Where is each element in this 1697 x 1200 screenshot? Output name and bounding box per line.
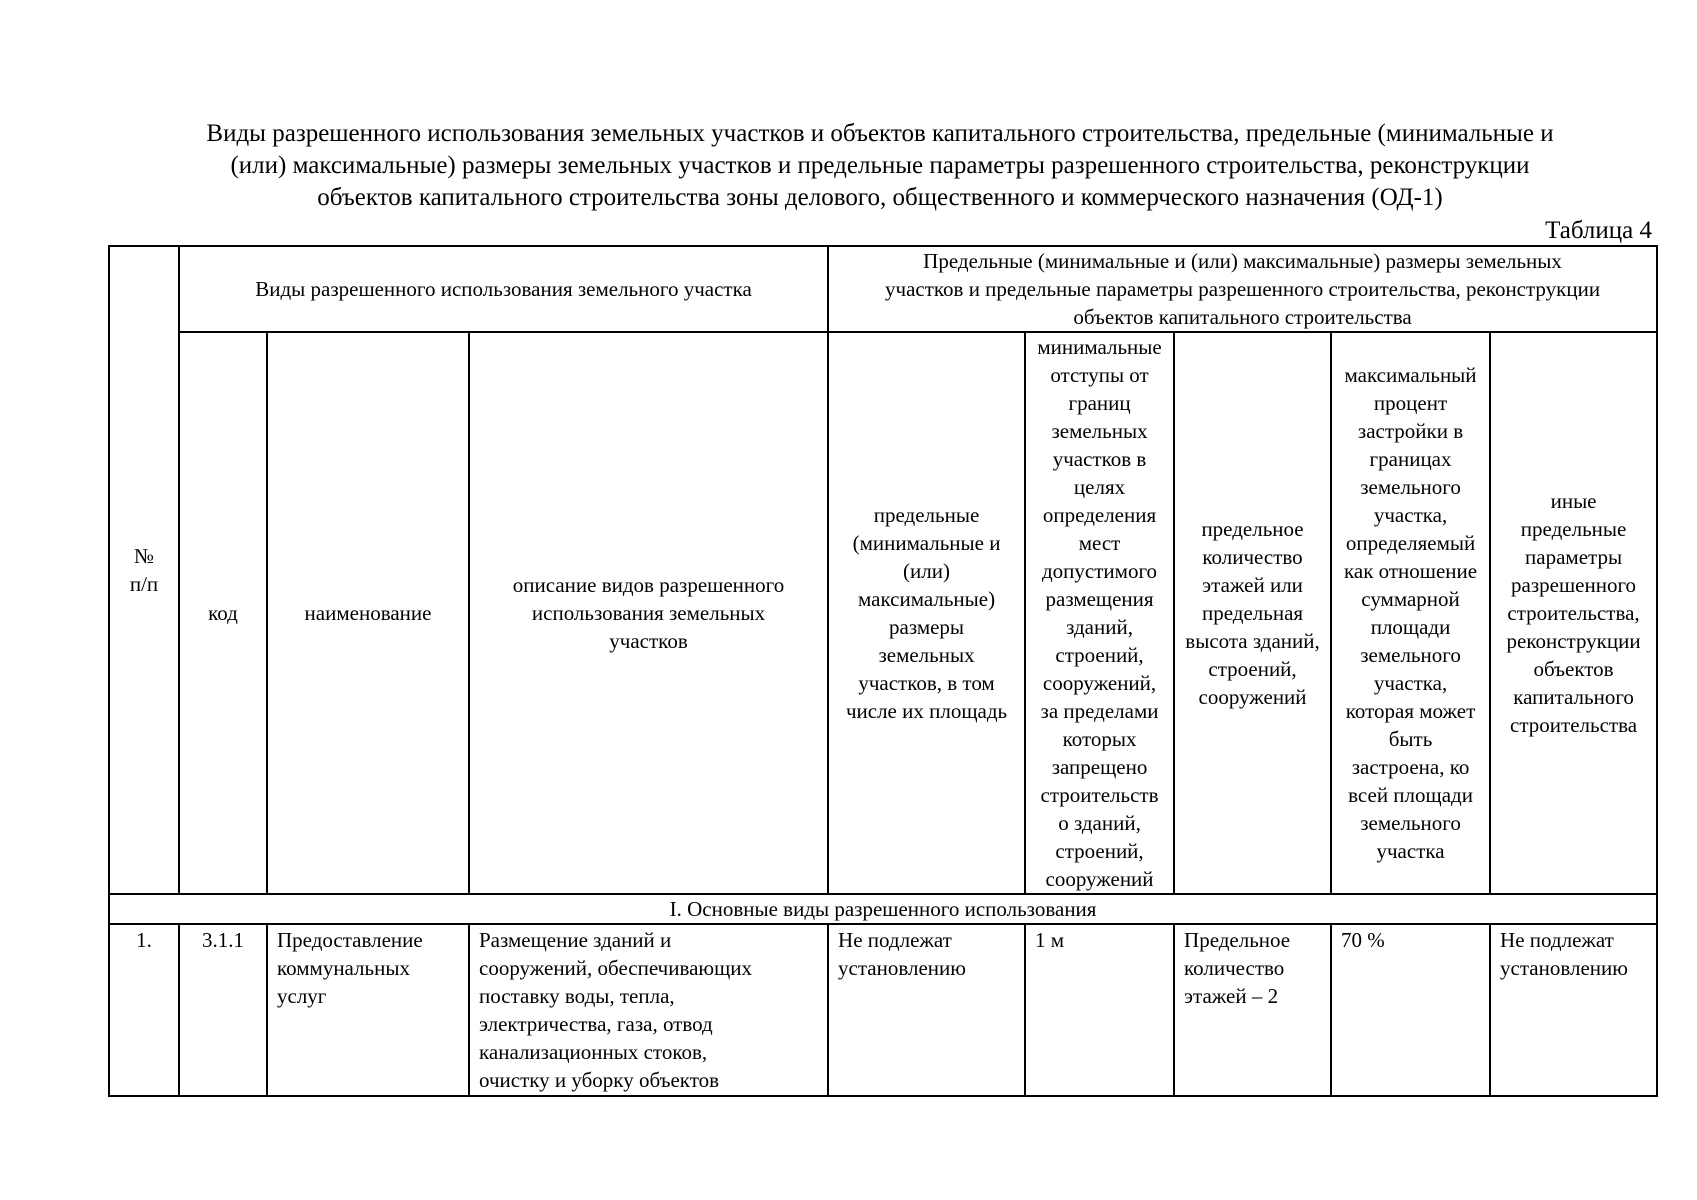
cell-line: сооружений: [1045, 867, 1154, 891]
header-other: [1490, 332, 1657, 894]
header-description: [469, 332, 828, 894]
cell-line: максимальный: [1344, 363, 1477, 387]
row-name: [267, 924, 469, 1096]
cell-line: услуг: [277, 984, 327, 1008]
cell-line: электричества, газа, отвод: [479, 1012, 713, 1036]
cell-line: (минимальные и: [852, 531, 1001, 555]
cell-line: определяемый: [1345, 531, 1476, 555]
cell-line: участков в: [1052, 447, 1147, 471]
header-coverage: [1331, 332, 1490, 894]
cell-line: параметры: [1525, 545, 1623, 569]
cell-line: границах: [1369, 447, 1452, 471]
cell-line: размещения: [1045, 587, 1154, 611]
cell-line: границ: [1068, 391, 1131, 415]
cell-line: предельные: [1520, 517, 1627, 541]
cell-line: Не подлежат: [838, 928, 952, 952]
cell-line: коммунальных: [277, 956, 410, 980]
cell-line: как отношение: [1343, 559, 1478, 583]
row-sizes: [828, 924, 1025, 1096]
cell-line: высота зданий,: [1185, 629, 1320, 653]
cell-line: застроена, ко: [1351, 755, 1470, 779]
cell-line: за пределами: [1040, 699, 1159, 723]
row-setbacks: [1025, 924, 1174, 1096]
cell-line: установлению: [838, 956, 966, 980]
cell-line: допустимого: [1042, 559, 1158, 583]
row-description: [469, 924, 828, 1096]
title-line: (или) максимальные) размеры земельных участков и предельные параметры разрешенного строительства, реконструкции: [230, 152, 1530, 179]
section-title: I. Основные виды разрешенного использования: [109, 894, 1657, 924]
header-row-columns: [109, 332, 1657, 894]
cell-line: предельная: [1202, 601, 1304, 625]
cell-line: Предельные (минимальные и (или) максимальные) размеры земельных: [923, 249, 1562, 273]
cell-line: установлению: [1500, 956, 1628, 980]
cell-line: разрешенного: [1511, 573, 1637, 597]
cell-line: использования земельных: [531, 601, 766, 625]
title-line: Виды разрешенного использования земельных участков и объектов капитального строительства, предельные (минимальные и: [206, 120, 1554, 147]
cell-line: предельные: [873, 503, 980, 527]
header-num: № п/п: [109, 246, 179, 894]
header-row-groups: [109, 246, 1657, 332]
regulations-table: [108, 245, 1658, 1097]
cell-line: суммарной: [1361, 587, 1460, 611]
cell-line: которая может: [1345, 699, 1476, 723]
cell-line: описание видов разрешенного: [512, 573, 785, 597]
cell-line: строительства: [1510, 713, 1638, 737]
cell-line: о зданий,: [1058, 811, 1141, 835]
header-floors: [1174, 332, 1331, 894]
cell-line: участков, в том: [858, 671, 995, 695]
cell-line: отступы от: [1050, 363, 1149, 387]
cell-line: участка: [1376, 839, 1445, 863]
cell-line: минимальные: [1037, 335, 1162, 359]
cell-line: строительств: [1040, 783, 1159, 807]
cell-line: этажей – 2: [1184, 984, 1279, 1008]
header-code: код: [179, 332, 267, 894]
cell-line: земельного: [1360, 643, 1461, 667]
cell-line: процент: [1373, 391, 1448, 415]
header-setbacks: [1025, 332, 1174, 894]
cell-line: 1 м: [1035, 928, 1065, 952]
cell-line: количество: [1202, 545, 1303, 569]
cell-line: участков: [609, 629, 688, 653]
cell-line: (или): [903, 559, 950, 583]
cell-line: мест: [1078, 531, 1121, 555]
cell-line: размеры: [889, 615, 965, 639]
cell-line: целях: [1073, 475, 1126, 499]
cell-line: земельного: [1360, 811, 1461, 835]
table-number: Таблица 4: [1545, 217, 1652, 244]
cell-line: 70 %: [1341, 928, 1385, 952]
header-group-use: Виды разрешенного использования земельного участка: [179, 246, 828, 332]
cell-line: реконструкции: [1506, 629, 1641, 653]
cell-line: максимальные): [857, 587, 996, 611]
cell-line: объектов: [1533, 657, 1614, 681]
row-num: 1.: [109, 924, 179, 1096]
title-line: объектов капитального строительства зоны делового, общественного и коммерческого назначения (ОД-1): [317, 184, 1443, 211]
cell-line: числе их площадь: [845, 699, 1008, 723]
cell-line: объектов капитального строительства: [1073, 305, 1412, 329]
cell-line: быть: [1388, 727, 1433, 751]
cell-line: строительства,: [1507, 601, 1640, 625]
cell-line: этажей или: [1202, 573, 1303, 597]
header-sizes: [828, 332, 1025, 894]
cell-line: участка,: [1373, 671, 1448, 695]
cell-line: строений,: [1055, 839, 1144, 863]
cell-line: земельного: [1360, 475, 1461, 499]
cell-line: очистку и уборку объектов: [479, 1068, 720, 1092]
row-coverage: [1331, 924, 1490, 1096]
cell-line: Не подлежат: [1500, 928, 1614, 952]
cell-line: участков и предельные параметры разрешенного строительства, реконструкции: [885, 277, 1601, 301]
cell-line: строений,: [1055, 643, 1144, 667]
cell-line: которых: [1062, 727, 1137, 751]
cell-line: площади: [1370, 615, 1451, 639]
cell-line: Предельное: [1184, 928, 1291, 952]
row-floors: [1174, 924, 1331, 1096]
cell-line: иные: [1550, 489, 1597, 513]
cell-line: участка,: [1373, 503, 1448, 527]
header-group-params: [828, 246, 1657, 332]
header-name: наименование: [267, 332, 469, 894]
cell-line: зданий,: [1066, 615, 1133, 639]
cell-line: канализационных стоков,: [479, 1040, 708, 1064]
cell-line: земельных: [1051, 419, 1148, 443]
cell-line: сооружений: [1198, 685, 1307, 709]
cell-line: определения: [1042, 503, 1157, 527]
cell-line: поставку воды, тепла,: [479, 984, 675, 1008]
cell-line: сооружений,: [1042, 671, 1157, 695]
row-other: [1490, 924, 1657, 1096]
cell-line: земельных: [878, 643, 975, 667]
row-code: 3.1.1: [179, 924, 267, 1096]
document-title: [100, 118, 1660, 214]
cell-line: сооружений, обеспечивающих: [479, 956, 752, 980]
cell-line: всей площади: [1348, 783, 1473, 807]
cell-line: Размещение зданий и: [479, 928, 672, 952]
cell-line: предельное: [1201, 517, 1304, 541]
table-row: [109, 924, 1657, 1096]
cell-line: капитального: [1513, 685, 1634, 709]
cell-line: количество: [1184, 956, 1285, 980]
section-row: [109, 894, 1657, 924]
cell-line: Предоставление: [277, 928, 423, 952]
cell-line: запрещено: [1051, 755, 1148, 779]
cell-line: застройки в: [1357, 419, 1464, 443]
cell-line: строений,: [1208, 657, 1297, 681]
